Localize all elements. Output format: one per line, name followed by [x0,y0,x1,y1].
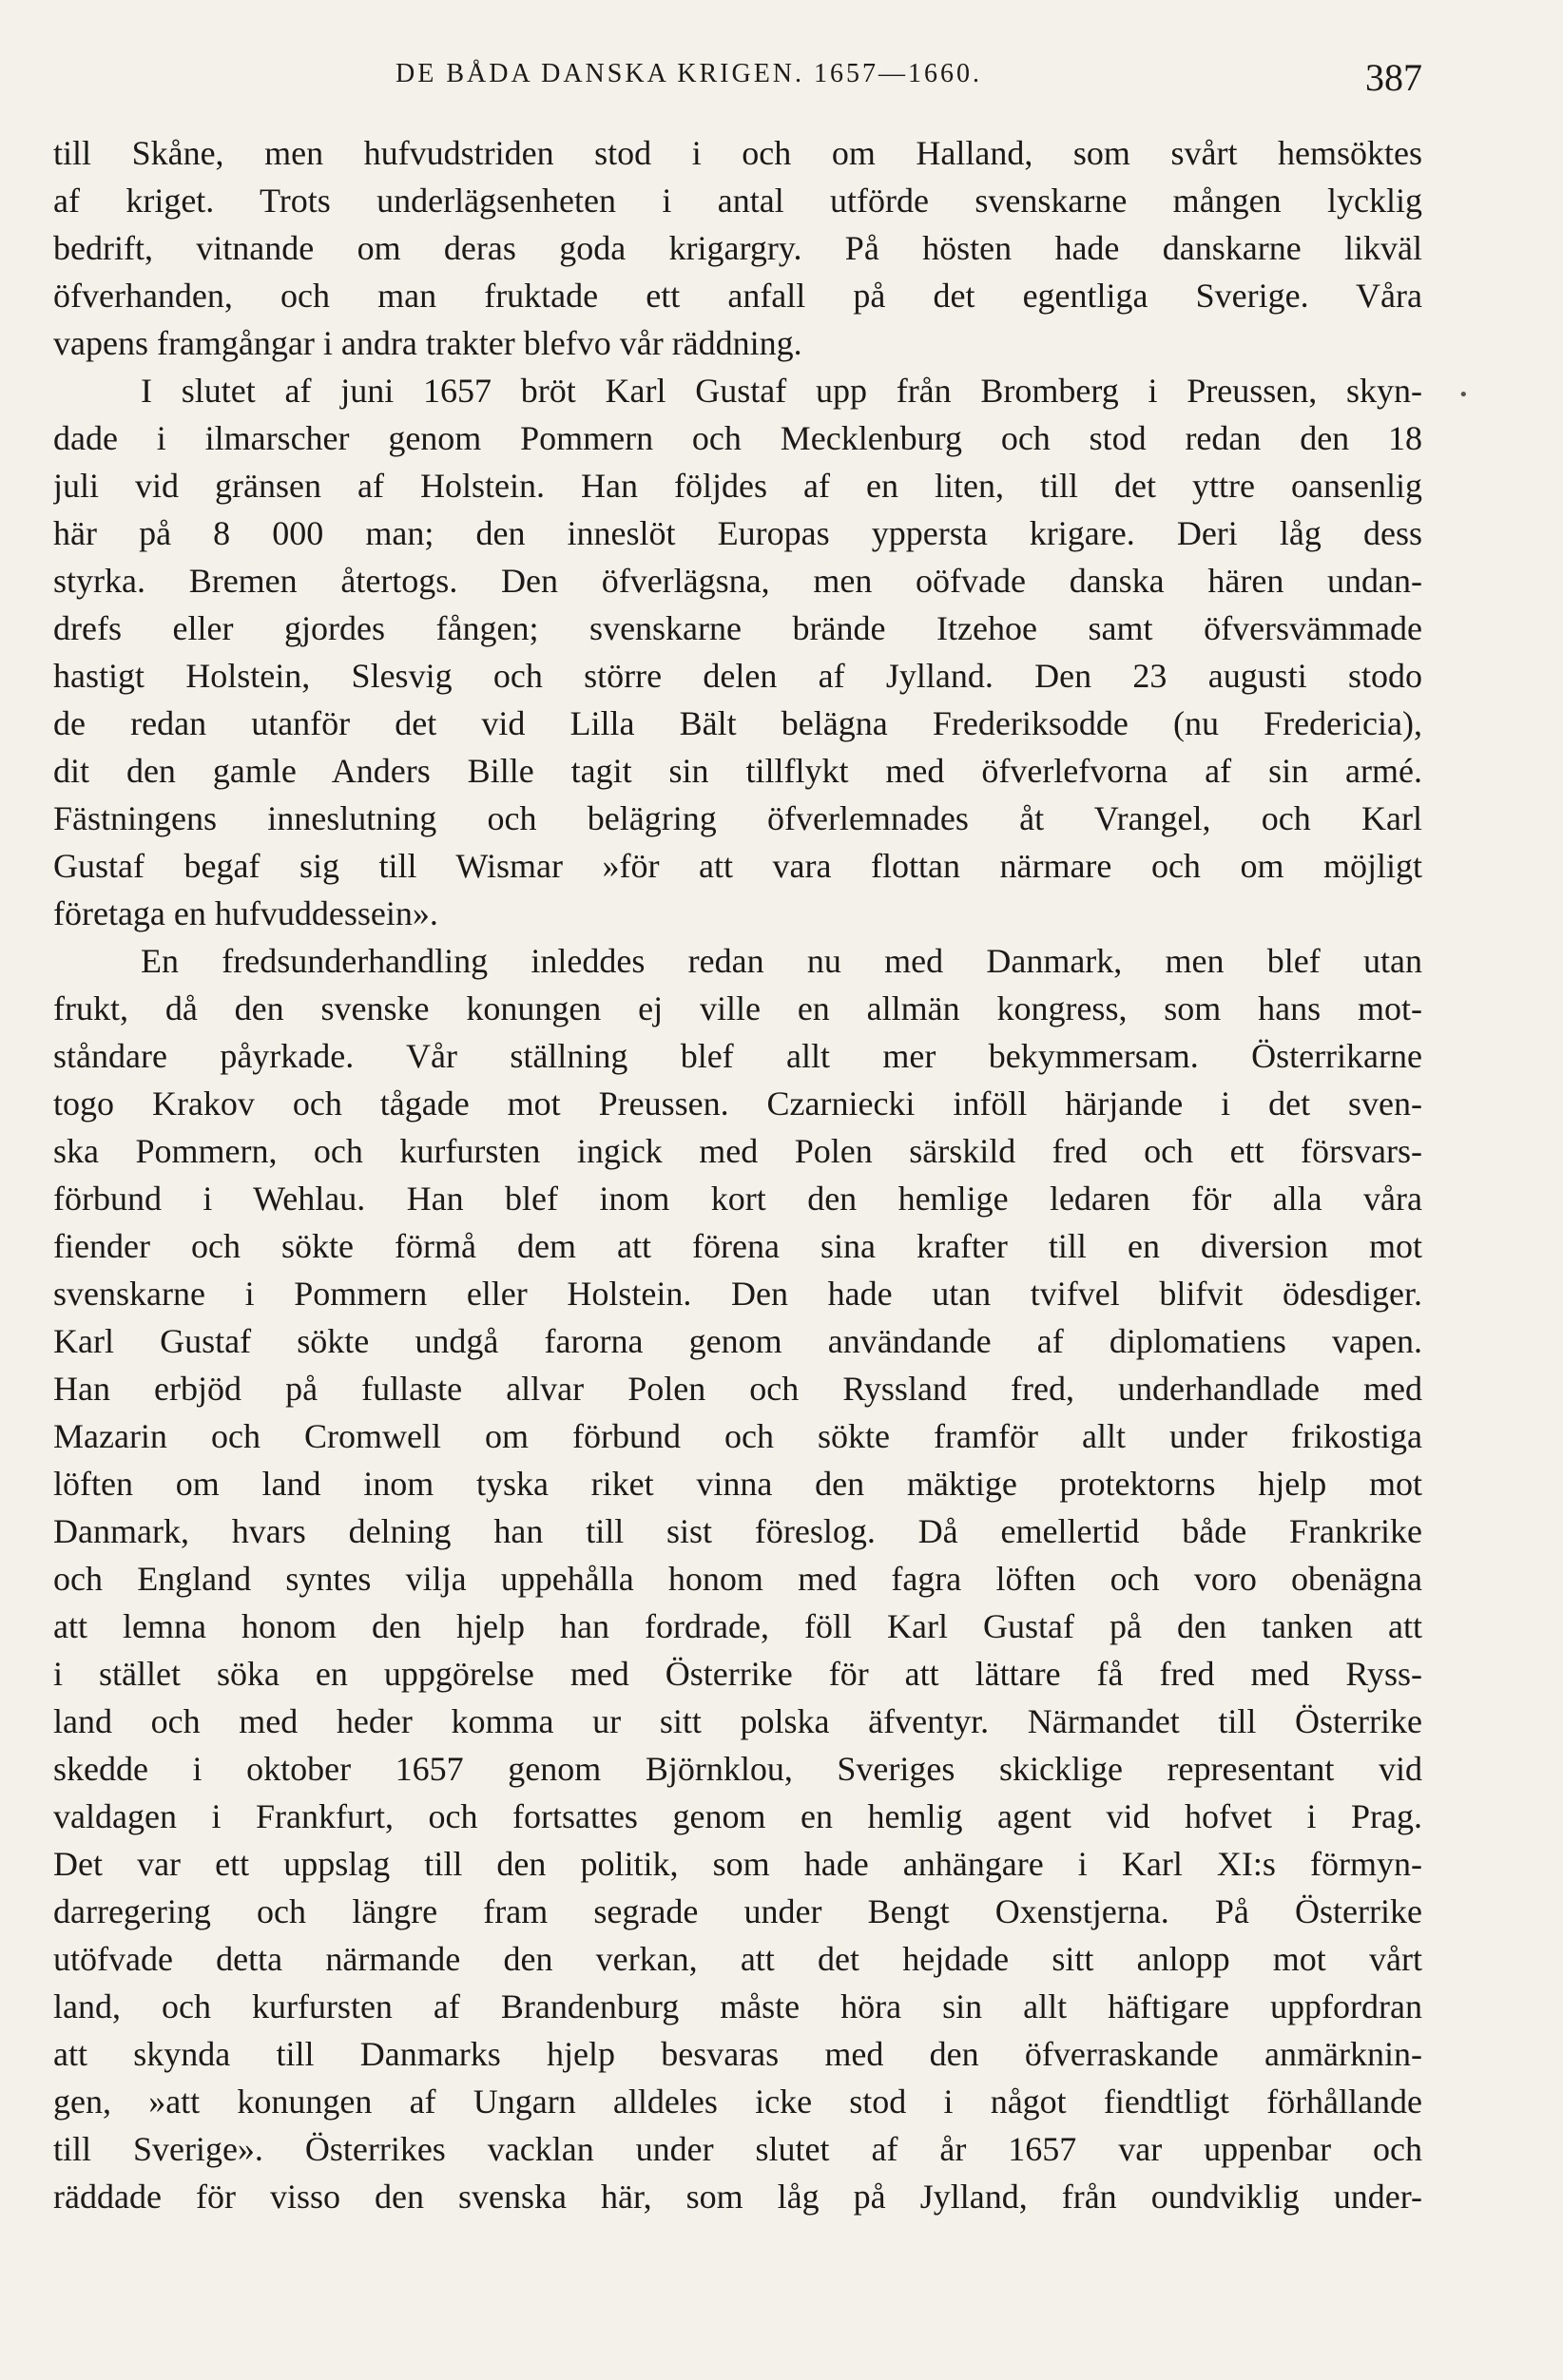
text-line: förbund i Wehlau. Han blef inom kort den hemlige ledaren för alla våra [53,1180,1422,1218]
text-line: land, och kurfursten af Brandenburg måste höra sin allt häftigare uppfordran [53,1987,1422,2025]
text-line: frukt, då den svenske konungen ej ville en allmän kongress, som hans mot- [53,989,1422,1027]
text-line: utöfvade detta närmande den verkan, att det hejdade sitt anlopp mot vårt [53,1940,1422,1978]
text-line: Karl Gustaf sökte undgå farorna genom användande af diplomatiens vapen. [53,1322,1422,1360]
text-line: af kriget. Trots underlägsenheten i antal utförde svenskarne mången lycklig [53,182,1422,220]
paragraph-start-line: I slutet af juni 1657 bröt Karl Gustaf upp från Bromberg i Preussen, skyn- [141,372,1422,410]
text-line: att skynda till Danmarks hjelp besvaras med den öfverraskande anmärknin- [53,2035,1422,2073]
margin-mark: • [1458,385,1469,405]
text-line: darregering och längre fram segrade under Bengt Oxenstjerna. På Österrike [53,1892,1422,1930]
body-text [53,129,1422,2220]
text-line: drefs eller gjordes fången; svenskarne brände Itzehoe samt öfversvämmade [53,609,1422,647]
page-number: 387 [1365,56,1422,99]
text-line: Fästningens inneslutning och belägring öfverlemnades åt Vrangel, och Karl [53,799,1422,837]
paragraph-start-line: En fredsunderhandling inleddes redan nu med Danmark, men blef utan [141,942,1422,980]
text-line: Danmark, hvars delning han till sist föreslog. Då emellertid både Frankrike [53,1512,1422,1550]
text-line: de redan utanför det vid Lilla Bält belägna Frederiksodde (nu Fredericia), [53,704,1422,742]
text-line: togo Krakov och tågade mot Preussen. Czarniecki inföll härjande i det sven- [53,1084,1422,1123]
text-line: dade i ilmarscher genom Pommern och Mecklenburg och stod redan den 18 [53,419,1422,457]
text-line: bedrift, vitnande om deras goda krigargry. På hösten hade danskarne likväl [53,229,1422,267]
text-line: öfverhanden, och man fruktade ett anfall på det egentliga Sverige. Våra [53,277,1422,315]
text-line: Mazarin och Cromwell om förbund och sökte framför allt under frikostiga [53,1417,1422,1455]
text-line: räddade för visso den svenska här, som låg på Jylland, från oundviklig under- [53,2178,1422,2216]
text-line: i stället söka en uppgörelse med Österrike för att lättare få fred med Ryss- [53,1655,1422,1693]
text-line: till Skåne, men hufvudstriden stod i och om Halland, som svårt hemsöktes [53,134,1422,172]
text-line: hastigt Holstein, Slesvig och större delen af Jylland. Den 23 augusti stodo [53,657,1422,695]
text-line: Det var ett uppslag till den politik, som hade anhängare i Karl XI:s förmyn- [53,1845,1422,1883]
text-line: fiender och sökte förmå dem att förena sina krafter till en diversion mot [53,1227,1422,1265]
text-line: ståndare påyrkade. Vår ställning blef allt mer bekymmersam. Österrikarne [53,1037,1422,1075]
running-title: DE BÅDA DANSKA KRIGEN. 1657—1660. [396,59,983,88]
page-header [53,55,1422,103]
text-line: vapens framgångar i andra trakter blefvo vår räddning. [53,324,802,362]
text-line: Han erbjöd på fullaste allvar Polen och Ryssland fred, underhandlade med [53,1370,1422,1408]
text-line: löften om land inom tyska riket vinna den mäktige protektorns hjelp mot [53,1465,1422,1503]
text-line: styrka. Bremen återtogs. Den öfverlägsna, men oöfvade danska hären undan- [53,562,1422,600]
text-line: här på 8 000 man; den inneslöt Europas yppersta krigare. Deri låg dess [53,514,1422,552]
text-line: ska Pommern, och kurfursten ingick med Polen särskild fred och ett försvars- [53,1132,1422,1170]
text-line: valdagen i Frankfurt, och fortsattes genom en hemlig agent vid hofvet i Prag. [53,1797,1422,1835]
text-line: skedde i oktober 1657 genom Björnklou, Sveriges skicklige representant vid [53,1750,1422,1788]
text-line: land och med heder komma ur sitt polska äfventyr. Närmandet till Österrike [53,1702,1422,1740]
text-line: företaga en hufvuddessein». [53,894,438,932]
text-line: juli vid gränsen af Holstein. Han följdes af en liten, till det yttre oansenlig [53,467,1422,505]
text-line: svenskarne i Pommern eller Holstein. Den hade utan tvifvel blifvit ödesdiger. [53,1275,1422,1313]
text-line: dit den gamle Anders Bille tagit sin tillflykt med öfverlefvorna af sin armé. [53,752,1422,790]
text-line: och England syntes vilja uppehålla honom med fagra löften och voro obenägna [53,1560,1422,1598]
text-line: till Sverige». Österrikes vacklan under slutet af år 1657 var uppenbar och [53,2130,1422,2168]
text-line: att lemna honom den hjelp han fordrade, föll Karl Gustaf på den tanken att [53,1607,1422,1645]
text-line: gen, »att konungen af Ungarn alldeles icke stod i något fiendtligt förhållande [53,2082,1422,2121]
text-line: Gustaf begaf sig till Wismar »för att vara flottan närmare och om möjligt [53,847,1422,885]
